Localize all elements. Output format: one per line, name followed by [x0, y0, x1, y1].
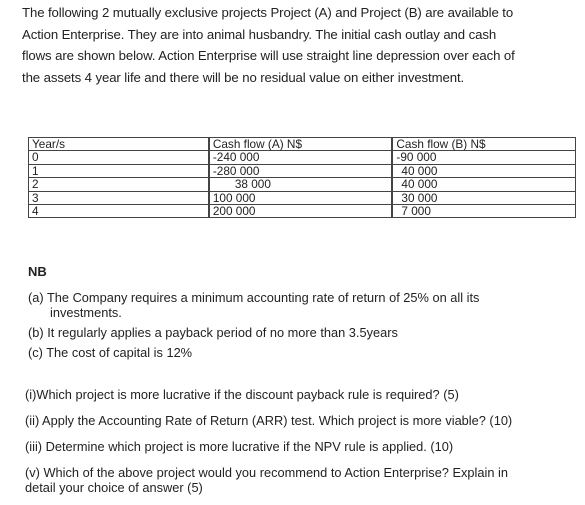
cell-cash-flow-a: -280 000	[209, 164, 392, 177]
intro-line: Action Enterprise. They are into animal husbandry. The initial cash outlay and cash	[22, 26, 497, 42]
question-3: (iii) Determine which project is more lucrative if the NPV rule is applied. (10)	[25, 439, 454, 454]
header-cash-flow-a: Cash flow (A) N$	[209, 138, 392, 151]
header-year: Year/s	[29, 138, 209, 151]
cell-year: 2	[29, 178, 209, 191]
cell-cash-flow-a: 100 000	[209, 191, 392, 204]
cell-year: 4	[29, 205, 209, 218]
cell-cash-flow-b: -90 000	[393, 151, 576, 164]
questions-list	[25, 387, 573, 495]
table-row	[29, 164, 576, 177]
intro-line: flows are shown below. Action Enterprise will use straight line depression over each of	[22, 48, 515, 63]
cell-year: 1	[29, 164, 209, 177]
cell-cash-flow-b: 7 000	[393, 205, 576, 218]
nb-item-a: (a) The Company requires a minimum accounting rate of return of 25% on all its	[28, 290, 480, 305]
nb-item-b: (b) It regularly applies a payback period of no more than 3.5years	[28, 325, 398, 340]
table-header-row	[29, 138, 576, 151]
table-row	[29, 151, 576, 164]
cell-cash-flow-a: -240 000	[209, 151, 392, 164]
nb-item-a-continuation: investments.	[50, 305, 122, 320]
nb-list	[28, 290, 568, 360]
cell-cash-flow-a: 200 000	[209, 205, 392, 218]
table-row	[29, 205, 576, 218]
nb-heading: NB	[28, 264, 47, 279]
nb-item-c: (c) The cost of capital is 12%	[28, 345, 193, 360]
question-1: (i)Which project is more lucrative if the discount payback rule is required? (5)	[25, 387, 459, 402]
cell-cash-flow-b: 40 000	[393, 164, 576, 177]
question-4	[25, 465, 573, 495]
cell-year: 3	[29, 191, 209, 204]
question-2: (ii) Apply the Accounting Rate of Return (ARR) test. Which project is more viable? (10)	[25, 413, 513, 428]
table-row	[29, 178, 576, 191]
question-4-line: (v) Which of the above project would you recommend to Action Enterprise? Explain in	[25, 465, 508, 480]
cash-flow-table	[28, 137, 576, 218]
intro-line: The following 2 mutually exclusive projects Project (A) and Project (B) are available to	[22, 5, 514, 20]
cell-cash-flow-b: 30 000	[393, 191, 576, 204]
cell-cash-flow-a: 38 000	[209, 178, 392, 191]
intro-paragraph	[22, 2, 577, 88]
table-row	[29, 191, 576, 204]
cell-year: 0	[29, 151, 209, 164]
cell-cash-flow-b: 40 000	[393, 178, 576, 191]
intro-line: the assets 4 year life and there will be no residual value on either investment.	[22, 69, 465, 85]
header-cash-flow-b: Cash flow (B) N$	[393, 138, 576, 151]
question-4-line: detail your choice of answer (5)	[25, 480, 203, 495]
